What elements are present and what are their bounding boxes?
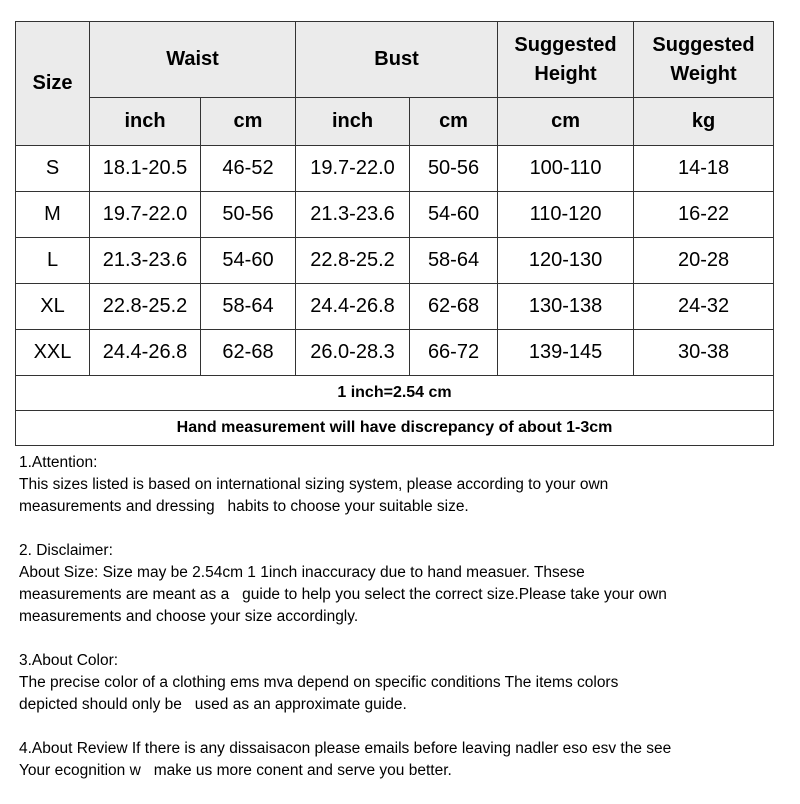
note-line: Your ecognition w make us more conent and serve you better. (19, 762, 452, 779)
table-cell: 46-52 (201, 146, 296, 192)
notes-section (19, 452, 789, 804)
suggested-weight-header: Suggested Weight (634, 22, 774, 98)
table-cell: 110-120 (498, 192, 634, 238)
table-cell: 24.4-26.8 (90, 330, 201, 376)
table-cell: 21.3-23.6 (90, 238, 201, 284)
note-title: 2. Disclaimer: (19, 542, 113, 559)
table-row (16, 146, 774, 192)
attention-note (19, 452, 789, 518)
table-cell: 62-68 (201, 330, 296, 376)
size-cell: XXL (16, 330, 90, 376)
suggested-height-header: Suggested Height (498, 22, 634, 98)
conversion-note: 1 inch=2.54 cm (16, 376, 774, 411)
review-note (19, 738, 789, 782)
table-cell: 30-38 (634, 330, 774, 376)
note-line: This sizes listed is based on international sizing system, please according to your own (19, 476, 609, 493)
size-header: Size (16, 22, 90, 146)
note-line: measurements and choose your size accordingly. (19, 608, 359, 625)
table-cell: 62-68 (410, 284, 498, 330)
size-cell: S (16, 146, 90, 192)
table-cell: 58-64 (201, 284, 296, 330)
table-cell: 100-110 (498, 146, 634, 192)
unit-header: kg (634, 98, 774, 146)
note-title: 1.Attention: (19, 454, 98, 471)
table-cell: 19.7-22.0 (90, 192, 201, 238)
waist-header: Waist (90, 22, 296, 98)
table-row (16, 284, 774, 330)
size-chart-table (15, 21, 774, 446)
table-row (16, 238, 774, 284)
size-cell: XL (16, 284, 90, 330)
note-line: 4.About Review If there is any dissaisacon please emails before leaving nadler eso esv the see (19, 740, 672, 757)
table-cell: 21.3-23.6 (296, 192, 410, 238)
unit-header: cm (498, 98, 634, 146)
unit-header: inch (296, 98, 410, 146)
note-line: The precise color of a clothing ems mva depend on specific conditions The items colors (19, 674, 619, 691)
discrepancy-note: Hand measurement will have discrepancy of about 1-3cm (16, 411, 774, 446)
table-cell: 26.0-28.3 (296, 330, 410, 376)
table-cell: 66-72 (410, 330, 498, 376)
table-cell: 22.8-25.2 (90, 284, 201, 330)
table-cell: 54-60 (201, 238, 296, 284)
size-cell: L (16, 238, 90, 284)
note-line: About Size: Size may be 2.54cm 1 1inch inaccuracy due to hand measuer. Thsese (19, 564, 585, 581)
size-cell: M (16, 192, 90, 238)
table-cell: 50-56 (410, 146, 498, 192)
table-cell: 58-64 (410, 238, 498, 284)
note-line: depicted should only be used as an approximate guide. (19, 696, 407, 713)
bust-header: Bust (296, 22, 498, 98)
table-cell: 19.7-22.0 (296, 146, 410, 192)
unit-header: inch (90, 98, 201, 146)
note-title: 3.About Color: (19, 652, 119, 669)
color-note (19, 650, 789, 716)
table-cell: 14-18 (634, 146, 774, 192)
table-cell: 130-138 (498, 284, 634, 330)
note-line: measurements and dressing habits to choose your suitable size. (19, 498, 469, 515)
table-cell: 22.8-25.2 (296, 238, 410, 284)
table-row (16, 192, 774, 238)
table-cell: 50-56 (201, 192, 296, 238)
disclaimer-note (19, 540, 789, 628)
table-cell: 139-145 (498, 330, 634, 376)
table-cell: 54-60 (410, 192, 498, 238)
table-cell: 24.4-26.8 (296, 284, 410, 330)
unit-header: cm (201, 98, 296, 146)
table-cell: 18.1-20.5 (90, 146, 201, 192)
table-cell: 24-32 (634, 284, 774, 330)
unit-header: cm (410, 98, 498, 146)
table-row (16, 330, 774, 376)
table-cell: 16-22 (634, 192, 774, 238)
note-line: measurements are meant as a guide to help you select the correct size.Please take your own (19, 586, 667, 603)
table-cell: 20-28 (634, 238, 774, 284)
table-cell: 120-130 (498, 238, 634, 284)
